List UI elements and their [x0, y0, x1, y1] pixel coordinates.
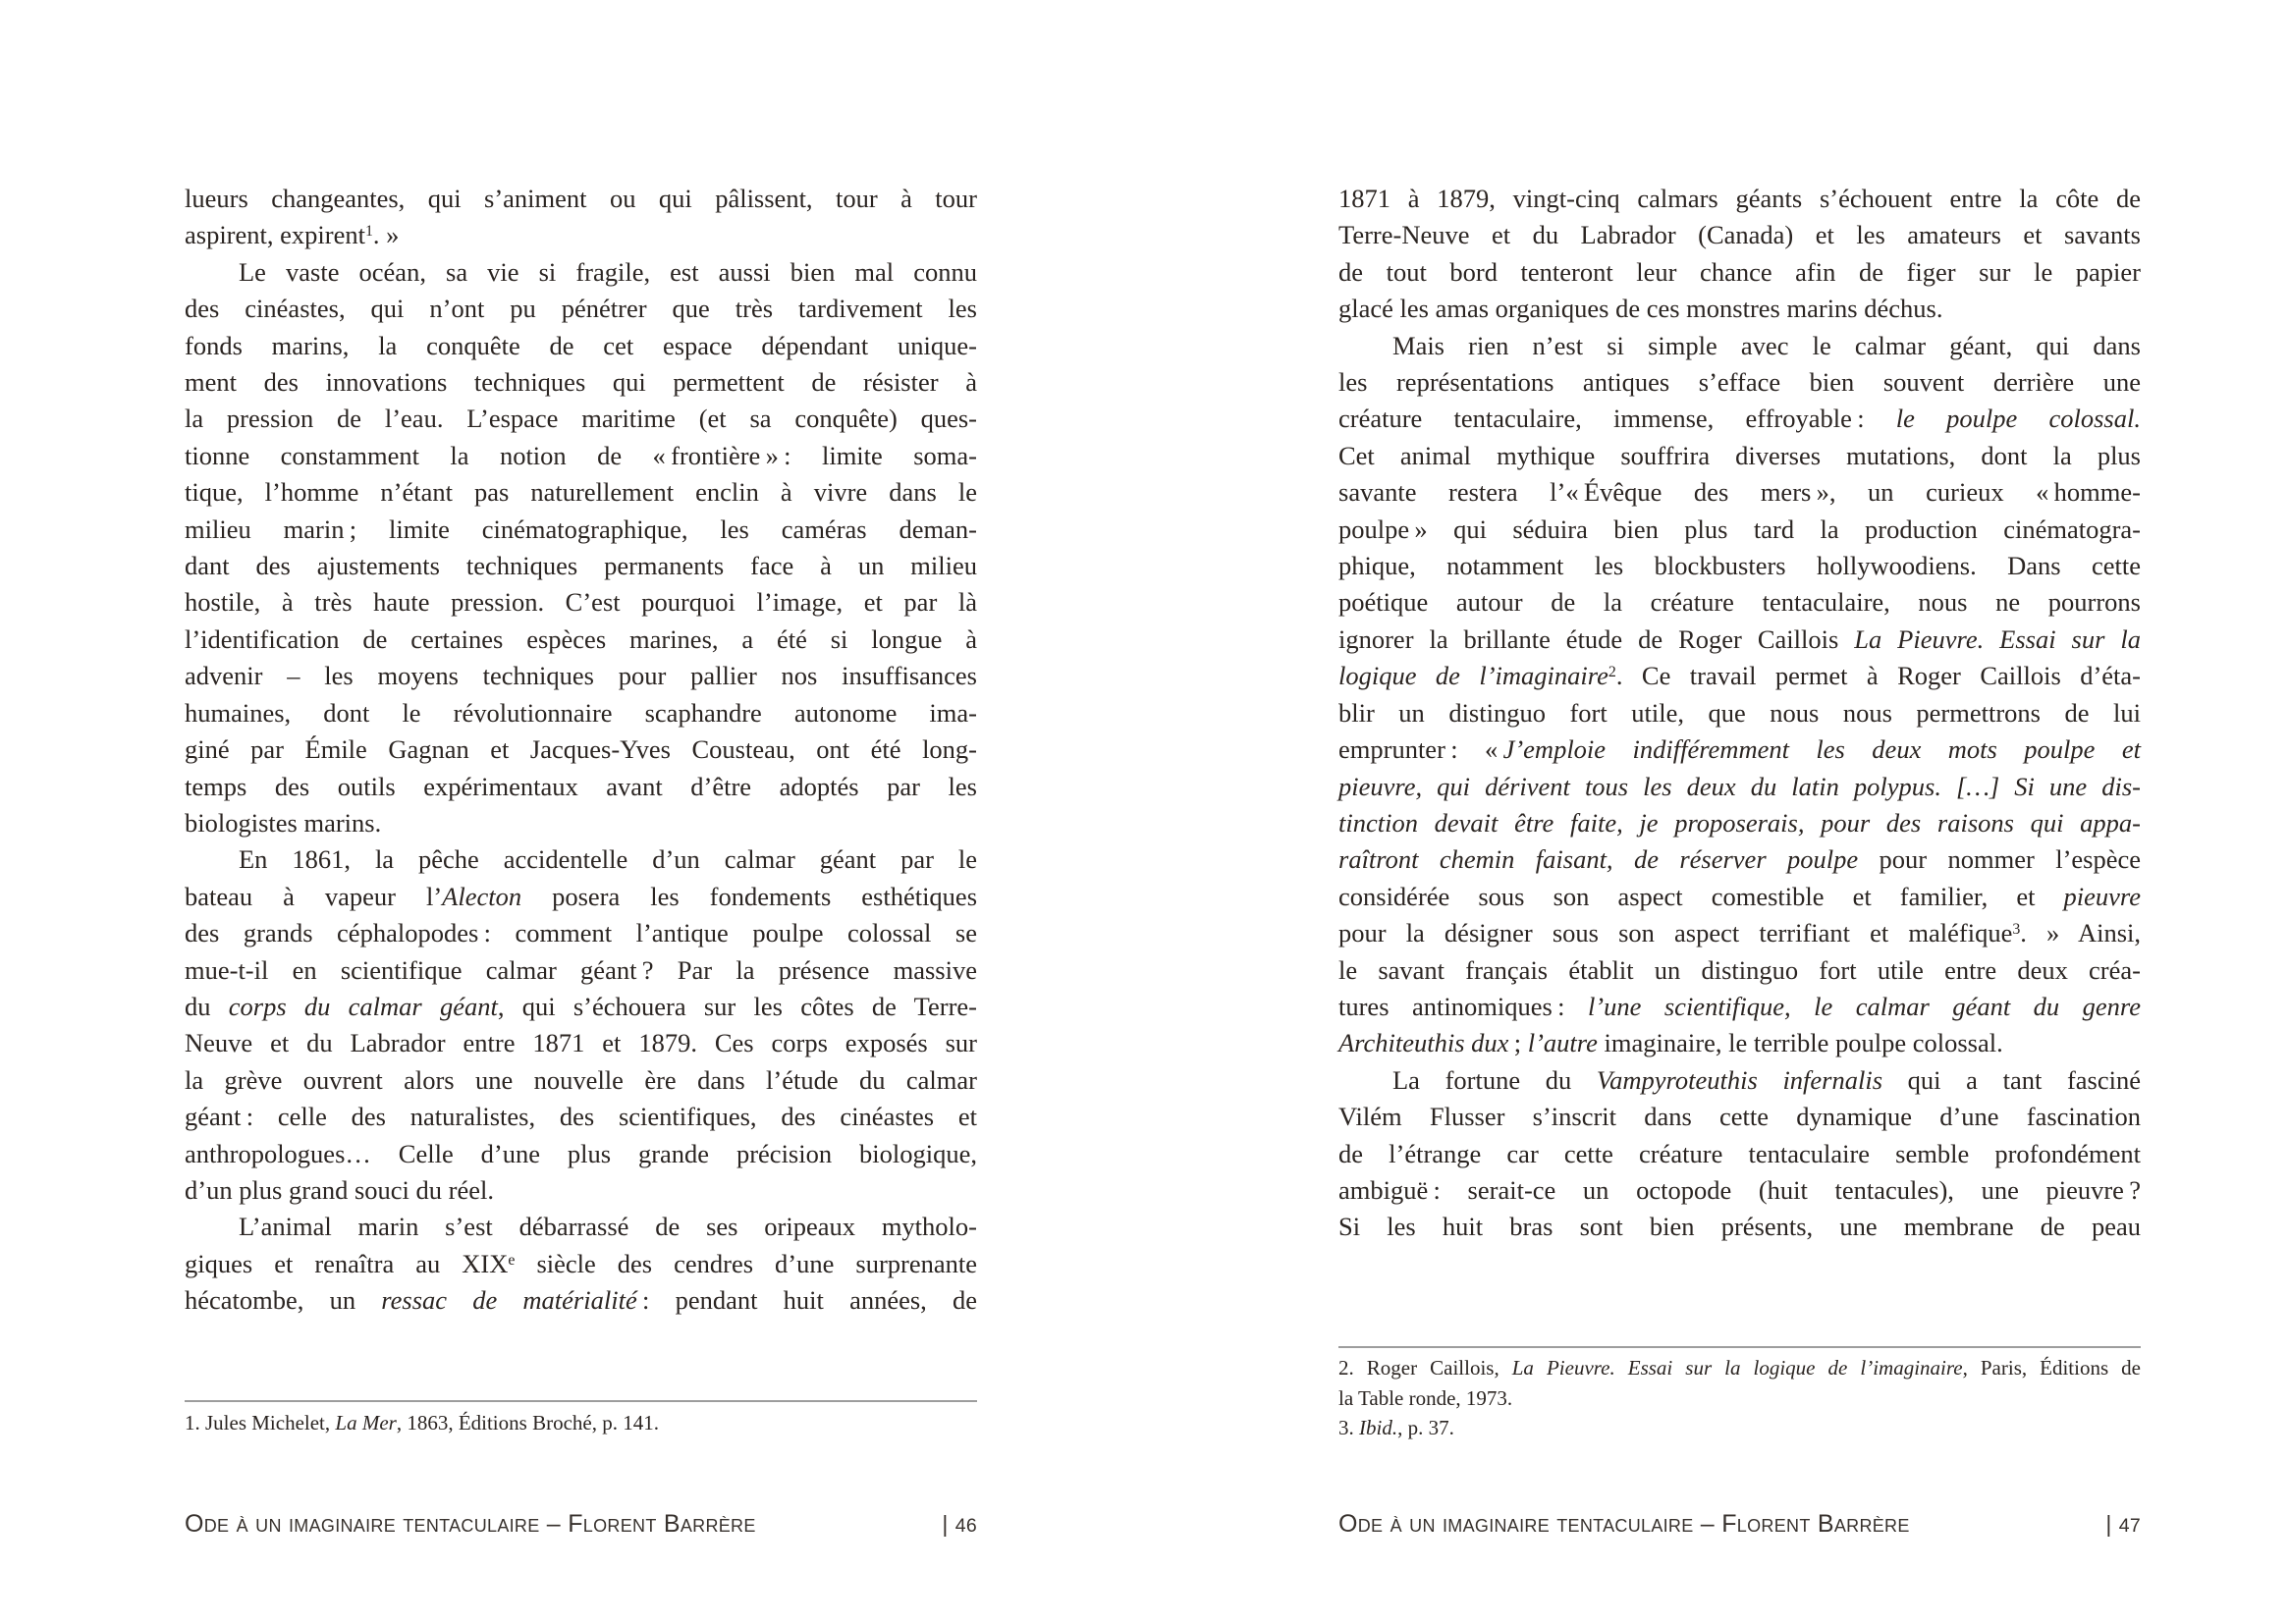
- text-line: [185, 695, 977, 731]
- text-segment: la Table ronde, 1973.: [1338, 1385, 1513, 1410]
- text-line: [185, 1209, 977, 1245]
- text-segment: les représentations antiques s’efface bien souvent derrière une: [1338, 367, 2141, 398]
- text-segment: L’animal marin s’est débarrassé de ses oripeaux mytholo-: [239, 1212, 977, 1242]
- superscript-note-marker: e: [508, 1251, 516, 1269]
- text-segment: Mais rien n’est si simple avec le calmar géant, qui dans: [1392, 330, 2141, 360]
- text-line: [185, 254, 977, 291]
- text-line: [1338, 438, 2141, 474]
- footnote-line: [1338, 1353, 2141, 1383]
- text-line: [1338, 879, 2141, 915]
- text-segment: corps du calmar géant: [228, 991, 498, 1021]
- text-segment: mue-t-il en scientifique calmar géant ? Par la présence massive: [185, 954, 977, 985]
- text-line: [185, 291, 977, 327]
- text-segment: pieuvre: [2063, 881, 2141, 911]
- text-segment: ment des innovations techniques qui permettent de résister à: [185, 367, 977, 398]
- text-segment: Neuve et du Labrador entre 1871 et 1879. Ces corps exposés sur: [185, 1028, 977, 1058]
- text-line: [1338, 731, 2141, 768]
- text-line: [1338, 291, 2141, 327]
- text-segment: Le vaste océan, sa vie si fragile, est aussi bien mal connu: [239, 256, 977, 287]
- text-segment: . »: [372, 220, 400, 250]
- text-segment: ignorer la brillante étude de Roger Caillois: [1338, 623, 1855, 654]
- footer-title: Ode à un imaginaire tentaculaire – Florent Barrère: [185, 1510, 756, 1538]
- text-line: [1338, 1172, 2141, 1209]
- text-segment: tinction devait être faite, je proposerais, pour des raisons qui appa-: [1338, 807, 2141, 838]
- page-number-value: 47: [2118, 1515, 2141, 1537]
- text-line: [1338, 1062, 2141, 1099]
- text-segment: fonds marins, la conquête de cet espace dépendant unique-: [185, 330, 977, 360]
- text-segment: tionne constamment la notion de « frontière » : limite soma-: [185, 440, 977, 470]
- text-segment: Architeuthis dux: [1338, 1028, 1509, 1058]
- text-segment: de l’étrange car cette créature tentaculaire semble profondément: [1338, 1138, 2141, 1168]
- text-line: [1338, 1209, 2141, 1245]
- text-segment: Vilém Flusser s’inscrit dans cette dynamique d’une fascination: [1338, 1102, 2141, 1132]
- text-line: [185, 1025, 977, 1061]
- text-segment: temps des outils expérimentaux avant d’être adoptés par les: [185, 771, 977, 801]
- page-left: [185, 0, 977, 1624]
- body-text-left: [185, 181, 977, 1320]
- text-line: [185, 548, 977, 584]
- text-segment: anthropologues… Celle d’une plus grande précision biologique,: [185, 1138, 977, 1168]
- text-segment: poulpe » qui séduira bien plus tard la production cinématogra-: [1338, 514, 2141, 544]
- text-segment: hécatombe, un: [185, 1285, 382, 1316]
- text-line: [185, 658, 977, 694]
- text-line: [185, 731, 977, 768]
- text-segment: 3.: [1338, 1416, 1359, 1439]
- text-segment: 1871 à 1879, vingt-cinq calmars géants s’échouent entre la côte de: [1338, 184, 2141, 213]
- text-segment: 1. Jules Michelet,: [185, 1411, 336, 1435]
- text-segment: géant : celle des naturalistes, des scientifiques, des cinéastes et: [185, 1102, 977, 1132]
- text-line: [1338, 915, 2141, 951]
- text-line: [1338, 695, 2141, 731]
- text-line: [185, 217, 977, 253]
- text-segment: l’une scientifique, le calmar géant du genre: [1587, 991, 2141, 1021]
- footnote-divider: [185, 1400, 977, 1402]
- text-line: [1338, 512, 2141, 548]
- text-segment: ;: [1508, 1028, 1528, 1058]
- text-line: [185, 438, 977, 474]
- text-segment: Ibid.: [1359, 1416, 1398, 1439]
- text-segment: , 1863, Éditions Broché, p. 141.: [396, 1411, 659, 1435]
- text-segment: Terre-Neuve et du Labrador (Canada) et les amateurs et savants: [1338, 220, 2141, 250]
- superscript-note-marker: 1: [364, 223, 373, 241]
- text-line: [185, 915, 977, 951]
- text-segment: La Pieuvre. Essai sur la: [1854, 623, 2141, 654]
- text-segment: la grève ouvrent alors une nouvelle ère dans l’étude du calmar: [185, 1064, 977, 1095]
- text-segment: , p. 37.: [1397, 1416, 1454, 1439]
- footnote-line: [1338, 1413, 2141, 1443]
- text-segment: humaines, dont le révolutionnaire scaphandre autonome ima-: [185, 697, 977, 728]
- text-segment: pieuvre, qui dérivent tous les deux du latin polypus. […] Si une dis-: [1338, 771, 2141, 801]
- text-segment: créature tentaculaire, immense, effroyable :: [1338, 404, 1896, 434]
- text-segment: poétique autour de la créature tentaculaire, nous ne pourrons: [1338, 587, 2141, 618]
- superscript-note-marker: 3: [2012, 921, 2021, 939]
- text-segment: qui a tant fasciné: [1882, 1064, 2141, 1095]
- text-segment: : pendant huit années, de: [636, 1285, 978, 1316]
- text-segment: la pression de l’eau. L’espace maritime (et sa conquête) ques-: [185, 404, 977, 434]
- text-segment: glacé les amas organiques de ces monstres marins déchus.: [1338, 294, 1943, 324]
- text-segment: l’autre: [1527, 1028, 1598, 1058]
- text-segment: posera les fondements esthétiques: [521, 881, 978, 911]
- text-line: [1338, 548, 2141, 584]
- text-segment: siècle des cendres d’une surprenante: [515, 1248, 977, 1278]
- text-segment: ressac de matérialité: [381, 1285, 637, 1316]
- text-segment: phique, notamment les blockbusters hollywoodiens. Dans cette: [1338, 551, 2141, 581]
- text-segment: La Pieuvre. Essai sur la logique de l’imaginaire: [1511, 1356, 1963, 1380]
- text-line: [185, 364, 977, 401]
- text-segment: Alecton: [442, 881, 522, 911]
- text-line: [185, 474, 977, 511]
- text-line: [1338, 364, 2141, 401]
- text-segment: emprunter : «: [1338, 734, 1503, 765]
- text-line: [1338, 474, 2141, 511]
- page-number: [942, 1512, 977, 1539]
- text-segment: de tout bord tenteront leur chance afin de figer sur le papier: [1338, 256, 2141, 287]
- text-segment: savante restera l’« Évêque des mers », un curieux « homme-: [1338, 477, 2141, 508]
- text-line: [185, 401, 977, 437]
- text-segment: d’un plus grand souci du réel.: [185, 1174, 494, 1205]
- text-segment: dant des ajustements techniques permanents face à un milieu: [185, 551, 977, 581]
- text-segment: pour nommer l’espèce: [1858, 844, 2142, 875]
- page-number: [2105, 1512, 2141, 1539]
- footnote-line: [1338, 1383, 2141, 1414]
- text-line: [1338, 952, 2141, 989]
- text-segment: bateau à vapeur l’: [185, 881, 443, 911]
- text-segment: biologistes marins.: [185, 807, 382, 838]
- text-segment: La Mer: [335, 1411, 397, 1435]
- text-line: [1338, 584, 2141, 621]
- text-line: [1338, 841, 2141, 878]
- text-segment: . » Ainsi,: [2020, 918, 2141, 948]
- text-segment: hostile, à très haute pression. C’est pourquoi l’image, et par là: [185, 587, 977, 618]
- body-text-right: [1338, 181, 2141, 1246]
- text-segment: du: [185, 991, 229, 1021]
- text-segment: tique, l’homme n’étant pas naturellement enclin à vivre dans le: [185, 477, 977, 508]
- text-line: [1338, 622, 2141, 658]
- text-segment: , Paris, Éditions de: [1962, 1356, 2141, 1380]
- page-number-separator: |: [942, 1511, 949, 1537]
- text-line: [185, 584, 977, 621]
- text-line: [1338, 989, 2141, 1025]
- text-line: [1338, 769, 2141, 805]
- text-line: [185, 512, 977, 548]
- text-segment: des cinéastes, qui n’ont pu pénétrer que très tardivement les: [185, 294, 977, 324]
- text-segment: Si les huit bras sont bien présents, une membrane de peau: [1338, 1212, 2141, 1242]
- text-line: [185, 1136, 977, 1172]
- text-line: [1338, 1025, 2141, 1061]
- text-segment: 2. Roger Caillois,: [1338, 1356, 1512, 1380]
- text-line: [185, 622, 977, 658]
- text-line: [1338, 181, 2141, 217]
- text-line: [185, 989, 977, 1025]
- page-number-separator: |: [2105, 1511, 2112, 1537]
- text-line: [185, 1172, 977, 1209]
- text-line: [185, 1062, 977, 1099]
- footnote-divider: [1338, 1346, 2141, 1348]
- text-line: [185, 952, 977, 989]
- page-footer-right: [1338, 1512, 2141, 1539]
- text-segment: pour la désigner sous son aspect terrifiant et maléfique: [1338, 918, 2013, 948]
- text-segment: lueurs changeantes, qui s’animent ou qui pâlissent, tour à tour: [185, 184, 977, 213]
- text-line: [1338, 328, 2141, 364]
- text-segment: Vampyroteuthis infernalis: [1596, 1064, 1883, 1095]
- text-segment: le poulpe colossal.: [1895, 404, 2141, 434]
- text-segment: giné par Émile Gagnan et Jacques-Yves Cousteau, ont été long-: [185, 734, 977, 765]
- text-line: [185, 805, 977, 841]
- text-segment: ambiguë : serait-ce un octopode (huit tentacules), une pieuvre ?: [1338, 1174, 2141, 1205]
- text-segment: imaginaire, le terrible poulpe colossal.: [1597, 1028, 2003, 1058]
- text-segment: le savant français établit un distinguo fort utile entre deux créa-: [1338, 954, 2141, 985]
- text-line: [185, 1246, 977, 1282]
- text-line: [1338, 254, 2141, 291]
- text-line: [1338, 217, 2141, 253]
- text-line: [1338, 1136, 2141, 1172]
- footnotes-right: [1338, 1353, 2141, 1443]
- text-line: [185, 769, 977, 805]
- page-right: [1338, 0, 2141, 1624]
- text-line: [1338, 401, 2141, 437]
- text-line: [185, 879, 977, 915]
- text-segment: En 1861, la pêche accidentelle d’un calmar géant par le: [239, 844, 977, 875]
- page-footer-left: [185, 1512, 977, 1539]
- text-segment: raîtront chemin faisant, de réserver poulpe: [1338, 844, 1859, 875]
- text-segment: La fortune du: [1392, 1064, 1597, 1095]
- text-line: [185, 1099, 977, 1135]
- text-segment: blir un distinguo fort utile, que nous nous permettrons de lui: [1338, 697, 2141, 728]
- footer-title: Ode à un imaginaire tentaculaire – Florent Barrère: [1338, 1510, 1910, 1538]
- text-segment: l’identification de certaines espèces marines, a été si longue à: [185, 623, 977, 654]
- footnotes-left: [185, 1408, 977, 1438]
- text-line: [185, 181, 977, 217]
- text-segment: giques et renaîtra au XIX: [185, 1248, 509, 1278]
- text-line: [1338, 1099, 2141, 1135]
- text-line: [185, 841, 977, 878]
- text-segment: advenir – les moyens techniques pour pallier nos insuffisances: [185, 661, 977, 691]
- footnote-line: [185, 1408, 977, 1438]
- text-segment: considérée sous son aspect comestible et familier, et: [1338, 881, 2064, 911]
- text-line: [1338, 658, 2141, 694]
- text-line: [185, 328, 977, 364]
- text-line: [185, 1282, 977, 1319]
- text-segment: Cet animal mythique souffrira diverses mutations, dont la plus: [1338, 440, 2141, 470]
- text-line: [1338, 805, 2141, 841]
- text-segment: , qui s’échouera sur les côtes de Terre-: [497, 991, 978, 1021]
- text-segment: J’emploie indifféremment les deux mots poulpe et: [1502, 734, 2141, 765]
- text-segment: milieu marin ; limite cinématographique, les caméras deman-: [185, 514, 977, 544]
- text-segment: des grands céphalopodes : comment l’antique poulpe colossal se: [185, 918, 977, 948]
- text-segment: aspirent, expirent: [185, 220, 365, 250]
- text-segment: . Ce travail permet à Roger Caillois d’éta-: [1615, 661, 2141, 691]
- page-number-value: 46: [954, 1515, 977, 1537]
- superscript-note-marker: 2: [1608, 664, 1616, 681]
- text-segment: logique de l’imaginaire: [1338, 661, 1608, 691]
- text-segment: tures antinomiques :: [1338, 991, 1588, 1021]
